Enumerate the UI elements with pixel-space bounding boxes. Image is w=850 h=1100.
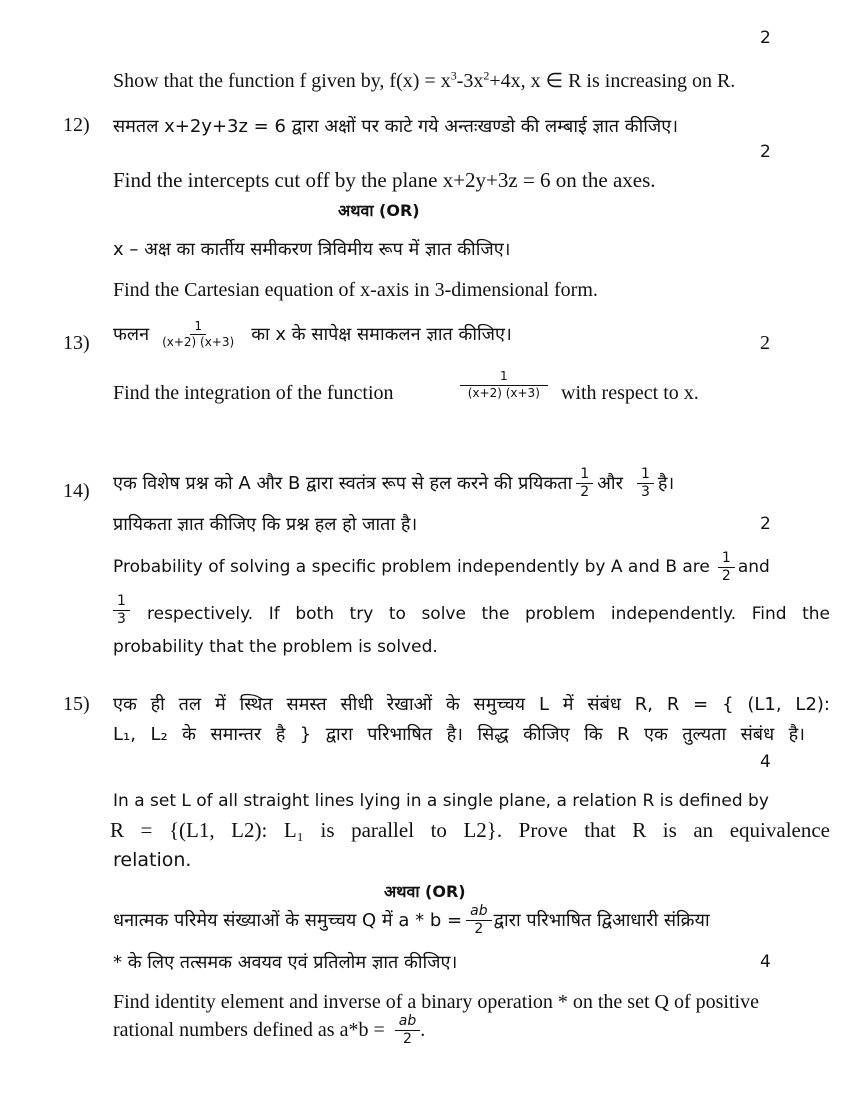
q15-hindi-line2: L₁, L₂ के समान्तर है } द्वारा परिभाषित है। सिद्ध कीजिए कि R एक तुल्यता संबंध है। <box>113 724 805 745</box>
q15-alt-frac-den: 2 <box>474 920 484 937</box>
q15-alt-en-post: . <box>420 1018 426 1041</box>
q15-or: अथवा (OR) <box>384 882 466 901</box>
q14-frac-half <box>576 467 593 499</box>
q14-frac1-den: 2 <box>580 483 590 500</box>
q15-alt-hindi-line2: * के लिए तत्समक अवयव एवं प्रतिलोम ज्ञात कीजिए। <box>113 952 458 973</box>
q14-frac1-num: 1 <box>576 467 593 484</box>
q15-english-line2: R = {(L1, L2): L₁ is parallel to L2}. Prove that R is an equivalence <box>110 818 830 842</box>
q15-alt-english-line1: Find identity element and inverse of a binary operation * on the set Q of positive <box>113 991 759 1013</box>
q11-exp-1: 3 <box>450 68 457 83</box>
q13-number: 13) <box>63 332 90 354</box>
q15-alt-en-frac-num: ab <box>395 1014 420 1031</box>
q14-en-frac2-den: 3 <box>117 610 126 627</box>
q13-frac-num: 1 <box>190 320 206 335</box>
q13-hindi-post: का x के सापेक्ष समाकलन ज्ञात कीजिए। <box>251 324 512 346</box>
q15-alt-hindi-line1 <box>113 904 830 936</box>
q15-alt-fraction <box>466 904 491 936</box>
q15-alt-frac-num: ab <box>466 904 491 921</box>
q14-frac2-num: 1 <box>637 467 654 484</box>
q15-alt-marks: 4 <box>760 952 771 972</box>
q15-alt-en-fraction <box>395 1014 420 1046</box>
q14-marks: 2 <box>760 514 771 534</box>
q13-en-frac-num: 1 <box>460 370 548 386</box>
q12-hindi: समतल x+2y+3z = 6 द्वारा अक्षों पर काटे गये अन्तःखण्डो की लम्बाई ज्ञात कीजिए। <box>113 116 679 137</box>
page-number: 2 <box>760 28 771 48</box>
q15-english-line3: relation. <box>113 849 192 871</box>
q15-hindi-line1: एक ही तल में स्थित समस्त सीधी रेखाओं के समुच्चय L में संबंध R, R = { (L1, L2): <box>113 694 830 715</box>
q14-frac-third <box>637 467 654 499</box>
q15-alt-english-line2 <box>113 1014 425 1046</box>
q14-hindi-pre: एक विशेष प्रश्न को A और B द्वारा स्वतंत्र रूप से हल करने की प्रयिकता <box>113 473 573 495</box>
q13-english-pre: Find the integration of the function <box>113 382 394 404</box>
q14-hindi-line1 <box>113 467 674 499</box>
q15-alt-en-frac-den: 2 <box>403 1030 412 1047</box>
q15-marks: 4 <box>760 752 771 772</box>
q14-en-frac2-num: 1 <box>113 594 130 611</box>
q11-exp-2: 2 <box>483 68 490 83</box>
q14-english-line3: probability that the problem is solved. <box>113 637 438 657</box>
q13-hindi-pre: फलन <box>113 324 150 346</box>
q14-en-frac-half <box>718 551 735 583</box>
q13-english-post: with respect to x. <box>561 382 699 404</box>
q11-text-b: -3x <box>456 70 484 92</box>
q13-marks: 2 <box>760 332 770 354</box>
q14-en-frac1-num: 1 <box>718 551 735 568</box>
q15-alt-en-pre: rational numbers defined as a*b = <box>113 1018 385 1041</box>
q14-en-frac1-den: 2 <box>721 567 731 584</box>
q14-hindi-line2: प्रायिकता ज्ञात कीजिए कि प्रश्न हल हो जाता है। <box>113 514 418 535</box>
q11-english <box>113 68 735 93</box>
q15-number: 15) <box>63 693 90 715</box>
q14-en-pre: Probability of solving a specific problem independently by A and B are <box>113 557 710 578</box>
q14-hindi-mid: और <box>597 473 623 495</box>
q14-english-line2: respectively. If both try to solve the problem independently. Find the <box>147 604 830 624</box>
q11-text-c: +4x, x ∈ R is increasing on R. <box>489 70 736 92</box>
q12-alt-hindi: x – अक्ष का कार्तीय समीकरण त्रिविमीय रूप में ज्ञात कीजिए। <box>113 239 511 260</box>
q14-hindi-post: है। <box>657 473 675 495</box>
q15-alt-hindi-post: द्वारा परिभाषित द्विआधारी संक्रिया <box>493 910 710 932</box>
q13-english-fraction <box>460 370 548 399</box>
q13-hindi <box>113 320 512 348</box>
q12-alt-english: Find the Cartesian equation of x-axis in 3-dimensional form. <box>113 279 598 301</box>
q15-english-line1: In a set L of all straight lines lying in a single plane, a relation R is defined by <box>113 791 769 811</box>
q13-fraction <box>159 320 237 348</box>
q15-alt-hindi-pre: धनात्मक परिमेय संख्याओं के समुच्चय Q में a * b = <box>113 910 463 932</box>
q14-en-frac-third <box>113 594 130 626</box>
q14-en-post: and <box>737 557 770 578</box>
q12-or: अथवा (OR) <box>338 201 420 220</box>
q12-number: 12) <box>63 114 90 136</box>
q14-english-line1 <box>113 551 770 583</box>
q12-english: Find the intercepts cut off by the plane x+2y+3z = 6 on the axes. <box>113 168 656 192</box>
q14-frac2-den: 3 <box>640 483 650 500</box>
q13-en-frac-den: (x+2) (x+3) <box>467 385 540 400</box>
q14-number: 14) <box>63 480 90 502</box>
q11-text-a: Show that the function f given by, f(x) = x <box>113 70 451 92</box>
q12-marks: 2 <box>760 142 771 162</box>
q13-frac-den: (x+2) (x+3) <box>162 334 235 349</box>
